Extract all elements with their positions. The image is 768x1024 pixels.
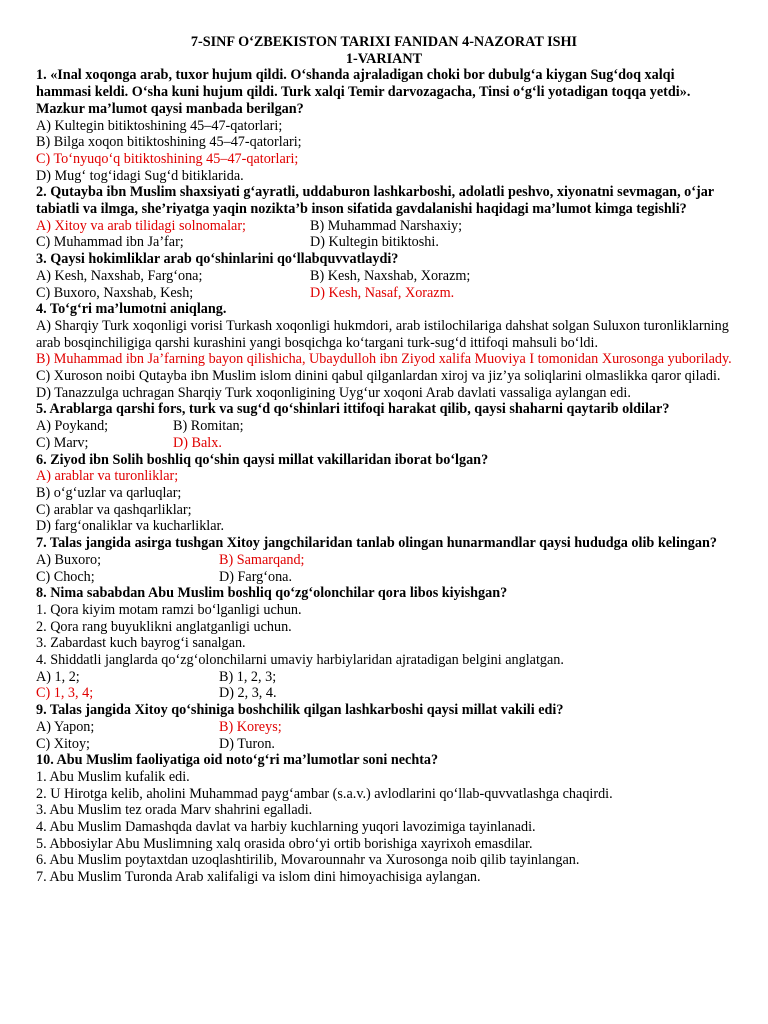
question-6 — [36, 452, 732, 536]
question-text: 8. Nima sababdan Abu Muslim boshliq qo‘zg‘olonchilar qora libos kiyishgan? — [36, 585, 508, 602]
option-d-correct: D) Kesh, Nasaf, Xorazm. — [310, 284, 455, 301]
option-a: A) Sharqiy Turk xoqonligi vorisi Turkash xoqonligi hukmdori, arab istilochilariga dahshat solgan Suluxon turonliklarning arab bosqinchiligiga qarshi kurashini yangi bosqichga ko‘targani turk-sug‘d ittifoqi mahsuli bo‘ldi. — [36, 317, 729, 351]
page-title: 7-SINF O‘ZBEKISTON TARIXI FANIDAN 4-NAZORAT ISHI — [190, 34, 578, 50]
question-10 — [36, 752, 732, 886]
question-2 — [36, 184, 732, 251]
option-a: A) Kultegin bitiktoshining 45–47-qatorlari; — [36, 117, 283, 134]
question-5 — [36, 401, 732, 451]
statement-item: 1. Abu Muslim kufalik edi. — [36, 768, 190, 785]
option-b: B) Muhammad Narshaxiy; — [310, 217, 463, 234]
statement-item: 5. Abbosiylar Abu Muslimning xalq orasida obro‘yi ortib borishiga xayrixoh emasdilar. — [36, 835, 533, 852]
statement-item: 3. Abu Muslim tez orada Marv shahrini egalladi. — [36, 802, 313, 819]
option-a: A) Kesh, Naxshab, Farg‘ona; — [36, 267, 203, 284]
option-c: C) Xitoy; — [36, 735, 90, 752]
question-8 — [36, 585, 732, 702]
question-9 — [36, 702, 732, 752]
option-c: C) Buxoro, Naxshab, Kesh; — [36, 284, 194, 301]
question-text: 6. Ziyod ibn Solih boshliq qo‘shin qaysi millat vakillaridan iborat bo‘lgan? — [36, 451, 489, 468]
option-c-correct: C) 1, 3, 4; — [36, 685, 94, 702]
question-1 — [36, 67, 732, 184]
option-a: A) Buxoro; — [36, 551, 102, 568]
option-d: D) Turon. — [219, 735, 275, 752]
question-text: 10. Abu Muslim faoliyatiga oid noto‘g‘ri ma’lumotlar soni nechta? — [36, 752, 439, 769]
option-d: D) Tanazzulga uchragan Sharqiy Turk xoqonligining Uyg‘ur xoqoni Arab davlati vassaliga aylangan edi. — [36, 384, 631, 401]
option-d: D) farg‘onaliklar va kucharliklar. — [36, 518, 225, 535]
option-a: A) Yapon; — [36, 718, 95, 735]
variant-title: 1-VARIANT — [345, 50, 423, 67]
option-a: A) Poykand; — [36, 418, 109, 435]
option-b: B) o‘g‘uzlar va qarluqlar; — [36, 484, 182, 501]
option-d-correct: D) Balx. — [173, 434, 222, 451]
option-d: D) Farg‘ona. — [219, 568, 293, 585]
option-c: C) Muhammad ibn Ja’far; — [36, 234, 184, 251]
question-text: 3. Qaysi hokimliklar arab qo‘shinlarini qo‘llabquvvatlaydi? — [36, 251, 399, 268]
option-a-correct: A) Xitoy va arab tilidagi solnomalar; — [36, 217, 246, 234]
question-7 — [36, 535, 732, 585]
question-3 — [36, 251, 732, 301]
option-b: B) Kesh, Naxshab, Xorazm; — [310, 267, 471, 284]
statement-item: 2. U Hirotga kelib, aholini Muhammad payg‘ambar (s.a.v.) avlodlarini qo‘llab-quvvatlashga chaqirdi. — [36, 785, 613, 802]
option-d: D) Mug‘ tog‘idagi Sug‘d bitiklarida. — [36, 167, 244, 184]
option-b-correct: B) Samarqand; — [219, 551, 305, 568]
option-c: C) Choch; — [36, 568, 95, 585]
option-a: A) 1, 2; — [36, 668, 80, 685]
question-text: 1. «Inal xoqonga arab, tuxor hujum qildi. O‘shanda ajraladigan choki bor dubulg‘a kiygan Sug‘doq xalqi hammasi keldi. O‘sha kuni hujum qildi. Turk xalqi Temir darvozagacha, Tinsi o‘g‘li yotadigan toqqa yetdi». Mazkur ma’lumot qaysi manbada berilgan? — [36, 67, 691, 117]
option-b: B) 1, 2, 3; — [219, 668, 277, 685]
statement-item: 6. Abu Muslim poytaxtdan uzoqlashtirilib, Movarounnahr va Xurosonga noib qilib tayinlangan. — [36, 852, 580, 869]
option-d: D) Kultegin bitiktoshi. — [310, 234, 439, 251]
option-c: C) Xuroson noibi Qutayba ibn Muslim islom dinini qabul qilganlardan xiroj va jiz’ya soliqlarini olmaslikka qaror qiladi. — [36, 368, 721, 385]
option-b-correct: B) Koreys; — [219, 718, 282, 735]
question-text: 9. Talas jangida Xitoy qo‘shiniga boshchilik qilgan lashkarboshi qaysi millat vakili edi? — [36, 702, 564, 719]
option-b-correct: B) Muhammad ibn Ja’farning bayon qilishicha, Ubaydulloh ibn Ziyod xalifa Muoviya I tomonidan Xurosonga yuborilady. — [36, 351, 732, 368]
option-c: C) Marv; — [36, 434, 89, 451]
question-4 — [36, 301, 732, 401]
question-text: 5. Arablarga qarshi fors, turk va sug‘d qo‘shinlari ittifoqi harakat qilib, qaysi shaharni qaytarib oldilar? — [36, 401, 670, 418]
statement-item: 4. Shiddatli janglarda qo‘zg‘olonchilarni umaviy harbiylaridan ajratadigan belgini anglatgan. — [36, 652, 564, 669]
question-text: 2. Qutayba ibn Muslim shaxsiyati g‘ayratli, uddaburon lashkarboshi, adolatli peshvo, xiyonatni sevmagan, o‘jar tabiatli va ilmga, she’riyatga yaqin nozikta’b inson sifatida gavdalanishi haqidagi ma’lumot kimga tegishli? — [36, 184, 714, 218]
option-a-correct: A) arablar va turonliklar; — [36, 468, 179, 485]
question-text: 4. To‘g‘ri ma’lumotni aniqlang. — [36, 301, 227, 318]
option-b: B) Bilga xoqon bitiktoshining 45–47-qatorlari; — [36, 134, 302, 151]
option-b: B) Romitan; — [173, 418, 244, 435]
option-c: C) arablar va qashqarliklar; — [36, 501, 192, 518]
statement-item: 3. Zabardast kuch bayrog‘i sanalgan. — [36, 635, 246, 652]
statement-item: 2. Qora rang buyuklikni anglatganligi uchun. — [36, 618, 292, 635]
statement-item: 4. Abu Muslim Damashqda davlat va harbiy kuchlarning yuqori lavozimiga tayinlanadi. — [36, 819, 536, 836]
option-c-correct: C) To‘nyuqo‘q bitiktoshining 45–47-qatorlari; — [36, 150, 299, 167]
question-text: 7. Talas jangida asirga tushgan Xitoy jangchilaridan tanlab olingan hunarmandlar qaysi hududga olib kelingan? — [36, 535, 717, 552]
statement-item: 1. Qora kiyim motam ramzi bo‘lganligi uchun. — [36, 601, 302, 618]
statement-item: 7. Abu Muslim Turonda Arab xalifaligi va islom dini himoyachisiga aylangan. — [36, 869, 481, 886]
option-d: D) 2, 3, 4. — [219, 685, 277, 702]
